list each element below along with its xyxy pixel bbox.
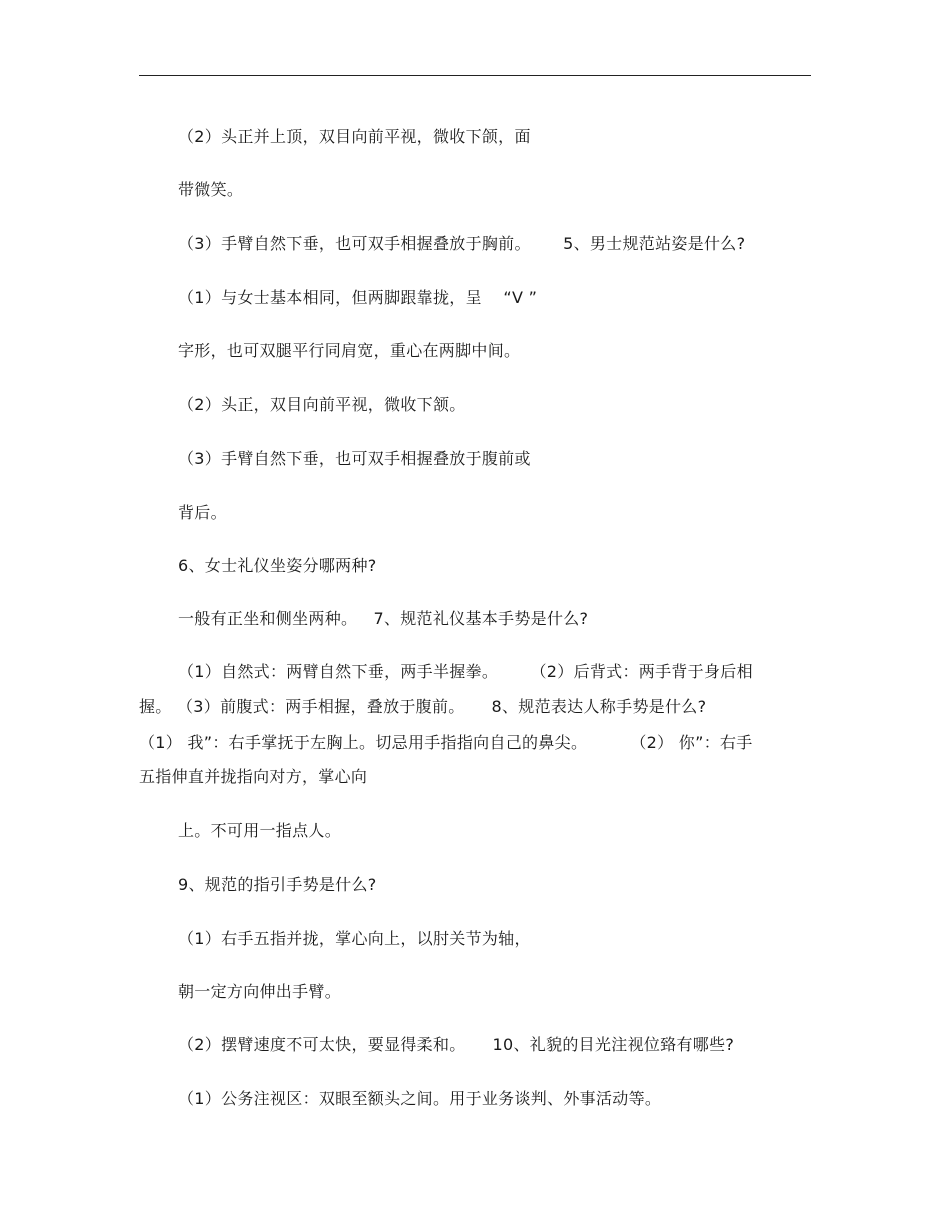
text-line: （2）摆臂速度不可太快，要显得柔和。 10、礼貌的目光注视位臵有哪些? [178,1035,735,1054]
text-line: 背后。 [178,503,227,522]
text-line: （1）与女士基本相同，但两脚跟靠拢，呈 “V ” [178,288,538,307]
text-line: 握。 （3）前腹式：两手相握，叠放于腹前。 8、规范表达人称手势是什么? [139,697,707,716]
text-line: （3）手臂自然下垂，也可双手相握叠放于胸前。 5、男士规范站姿是什么? [178,234,746,253]
text-line: （1）自然式：两臂自然下垂，两手半握拳。 （2）后背式：两手背于身后相 [178,662,753,681]
text-line: （1）公务注视区：双眼至额头之间。用于业务谈判、外事活动等。 [178,1089,662,1108]
text-line: （2）头正，双目向前平视，微收下颔。 [178,395,466,414]
header-rule [139,75,811,76]
text-line: 五指伸直并拢指向对方，掌心向 [139,767,368,786]
text-line: 字形，也可双腿平行同肩宽，重心在两脚中间。 [178,341,521,360]
text-line: （2）头正并上顶，双目向前平视，微收下颌，面 [178,127,531,146]
text-line: 6、女士礼仪坐姿分哪两种? [178,556,377,575]
text-line: （1）右手五指并拢，掌心向上，以肘关节为轴， [178,929,531,948]
text-line: 9、规范的指引手势是什么? [178,875,377,894]
text-line: （1） 我”：右手掌抚于左胸上。切忌用手指指向自己的鼻尖。 （2） 你”：右手 [139,733,753,752]
text-line: 朝一定方向伸出手臂。 [178,982,342,1001]
text-line: 一般有正坐和侧坐两种。 7、规范礼仪基本手势是什么? [178,609,589,628]
text-line: 带微笑。 [178,180,244,199]
text-line: 上。不可用一指点人。 [178,821,342,840]
text-line: （3）手臂自然下垂，也可双手相握叠放于腹前或 [178,449,531,468]
